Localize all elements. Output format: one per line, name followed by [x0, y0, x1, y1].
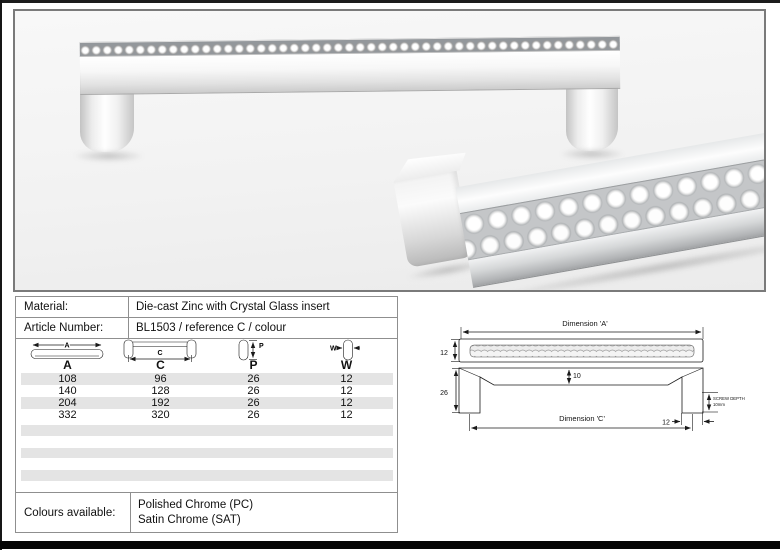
- svg-text:P: P: [259, 343, 264, 350]
- row-stripe: [21, 425, 393, 436]
- shadow: [73, 150, 145, 162]
- svg-text:A: A: [64, 342, 70, 350]
- dimension-header-row: [21, 359, 393, 372]
- top-view-width-value: 12: [440, 350, 448, 357]
- page-left-rule: [0, 0, 2, 550]
- leg-width-value: 12: [662, 419, 670, 427]
- page-bottom-rule: [0, 541, 780, 549]
- svg-text:C: C: [157, 350, 163, 357]
- table-line: [15, 492, 398, 493]
- cell-w: 12: [340, 373, 353, 385]
- material-label: Material:: [24, 301, 69, 313]
- cell-p: 26: [247, 385, 260, 397]
- length-a-icon: [29, 340, 105, 360]
- cell-w: 12: [340, 409, 353, 421]
- table-row: [21, 385, 393, 397]
- cell-p: 26: [247, 409, 260, 421]
- screw-depth-label: SCREW DEPTH: [713, 396, 745, 401]
- article-number-label: Article Number:: [24, 322, 104, 334]
- row-stripe: [21, 470, 393, 481]
- col-header-p: P: [249, 358, 258, 372]
- colour-option-1: Polished Chrome (PC): [138, 499, 254, 511]
- col-header-a: A: [63, 358, 72, 372]
- table-row: [21, 373, 393, 385]
- cell-a: 108: [58, 373, 77, 385]
- front-height-value: 26: [440, 390, 448, 397]
- technical-drawing: [430, 300, 780, 450]
- table-row: [21, 409, 393, 421]
- cell-w: 12: [340, 385, 353, 397]
- col-header-w: W: [340, 358, 353, 372]
- page-top-rule: [0, 0, 780, 3]
- table-line: [15, 317, 398, 318]
- colour-option-2: Satin Chrome (SAT): [138, 514, 241, 526]
- cell-p: 26: [247, 397, 260, 409]
- cell-c: 128: [151, 385, 170, 397]
- cell-w: 12: [340, 397, 353, 409]
- screw-depth-value: 10mm: [713, 402, 725, 407]
- cell-c: 192: [151, 397, 170, 409]
- row-stripe: [21, 448, 393, 458]
- col-header-c: C: [156, 358, 165, 372]
- table-line: [128, 296, 129, 338]
- colours-available-label: Colours available:: [24, 507, 116, 519]
- handle-foot-front: [393, 170, 471, 268]
- cell-c: 320: [151, 409, 170, 421]
- cell-a: 140: [58, 385, 77, 397]
- table-line: [130, 492, 131, 533]
- dimension-c-label: Dimension 'C': [559, 414, 605, 423]
- cell-p: 26: [247, 373, 260, 385]
- chrome-bar-face: [80, 51, 620, 95]
- bar-thickness-value: 10: [573, 373, 581, 380]
- cell-c: 96: [154, 373, 167, 385]
- article-number-value: BL1503 / reference C / colour: [136, 322, 287, 334]
- table-row: [21, 397, 393, 409]
- handle-photo-bar: [80, 36, 621, 95]
- svg-text:W: W: [330, 345, 337, 353]
- material-value: Die-cast Zinc with Crystal Glass insert: [136, 301, 330, 313]
- product-photo: [13, 9, 766, 292]
- cell-a: 204: [58, 397, 77, 409]
- dimension-a-label: Dimension 'A': [562, 319, 608, 328]
- cell-a: 332: [58, 409, 77, 421]
